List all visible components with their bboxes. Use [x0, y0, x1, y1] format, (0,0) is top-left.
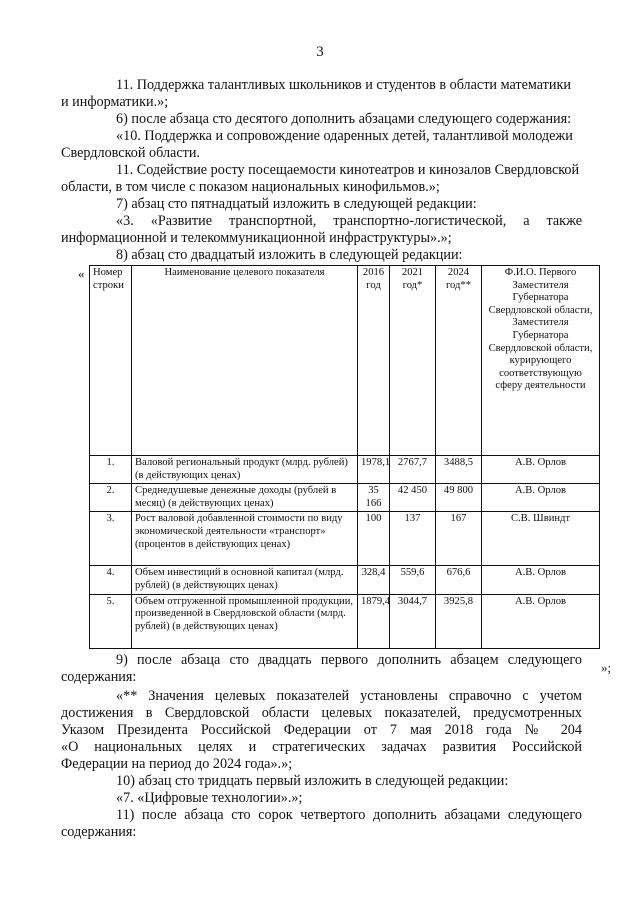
row-number: 4.: [90, 566, 132, 594]
header-2021: 2021 год*: [390, 266, 436, 456]
text-line: «10. Поддержка и сопровождение одаренных детей, талантливой молодежи: [116, 128, 573, 144]
value-2024: 3488,5: [436, 456, 482, 484]
value-2021: 42 450: [390, 484, 436, 512]
responsible-person: А.В. Орлов: [482, 456, 600, 484]
header-responsible-person: Ф.И.О. Первого Заместителя Губернатора Свердловской области, Заместителя Губернатора Свердловской области, курирующего соответствующую сферу деятельности: [482, 266, 600, 456]
table-row: [90, 456, 600, 484]
value-2016: 1978,1: [358, 456, 390, 484]
header-indicator-name: Наименование целевого показателя: [132, 266, 358, 456]
table-row: [90, 594, 600, 648]
text-line: «О национальных целях и стратегических задачах развития Российской: [61, 739, 582, 755]
indicators-table: [89, 265, 600, 649]
indicator-name: Объем отгруженной промышленной продукции, произведенной в Свердловской области (млрд. рублей) (в действующих ценах): [132, 594, 358, 648]
header-row-number: Номер строки: [90, 266, 132, 456]
value-2016: 100: [358, 512, 390, 566]
value-2016: 35 166: [358, 484, 390, 512]
value-2021: 559,6: [390, 566, 436, 594]
text-line: достижения в Свердловской области целевых показателей, предусмотренных: [61, 705, 582, 721]
value-2024: 3925,8: [436, 594, 482, 648]
value-2021: 3044,7: [390, 594, 436, 648]
table-row: [90, 512, 600, 566]
text-line: «3. «Развитие транспортной, транспортно-логистической, а также: [116, 213, 582, 229]
text-line: 9) после абзаца сто двадцать первого дополнить абзацем следующего: [116, 652, 582, 668]
indicator-name: Среднедушевые денежные доходы (рублей в месяц) (в действующих ценах): [132, 484, 358, 512]
value-2021: 2767,7: [390, 456, 436, 484]
text-line: и информатики.»;: [61, 94, 169, 110]
responsible-person: А.В. Орлов: [482, 484, 600, 512]
indicator-name: Объем инвестиций в основной капитал (млрд. рублей) (в действующих ценах): [132, 566, 358, 594]
text-line: области, в том числе с показом национальных кинофильмов.»;: [61, 179, 440, 195]
page-number: 3: [316, 44, 324, 60]
value-2016: 1879,4: [358, 594, 390, 648]
text-line: 7) абзац сто пятнадцатый изложить в следующей редакции:: [116, 196, 477, 212]
text-line: Указом Президента Российской Федерации от 7 мая 2018 года № 204: [61, 722, 582, 738]
text-line: Федерации на период до 2024 года».»;: [61, 756, 293, 772]
text-line: 8) абзац сто двадцатый изложить в следующей редакции:: [116, 247, 463, 263]
table-header-row: [90, 266, 600, 456]
text-line: 11) после абзаца сто сорок четвертого дополнить абзацами следующего: [116, 807, 582, 823]
text-line: содержания:: [61, 824, 137, 840]
text-line: 10) абзац сто тридцать первый изложить в следующей редакции:: [116, 773, 509, 789]
text-line: Свердловской области.: [61, 145, 200, 161]
text-line: «7. «Цифровые технологии».»;: [116, 790, 303, 806]
table-row: [90, 484, 600, 512]
indicator-name: Рост валовой добавленной стоимости по виду экономической деятельности «транспорт» (процентов в действующих ценах): [132, 512, 358, 566]
value-2024: 49 800: [436, 484, 482, 512]
text-line: 6) после абзаца сто десятого дополнить абзацами следующего содержания:: [116, 111, 572, 127]
value-2024: 676,6: [436, 566, 482, 594]
header-2016: 2016 год: [358, 266, 390, 456]
row-number: 1.: [90, 456, 132, 484]
text-line: «** Значения целевых показателей установлены справочно с учетом: [116, 688, 582, 704]
row-number: 5.: [90, 594, 132, 648]
text-line: содержания:: [61, 669, 137, 685]
text-line: 11. Поддержка талантливых школьников и студентов в области математики: [116, 77, 571, 93]
table-row: [90, 566, 600, 594]
row-number: 2.: [90, 484, 132, 512]
value-2016: 328,4: [358, 566, 390, 594]
header-2024: 2024 год**: [436, 266, 482, 456]
table-open-quote: «: [78, 266, 85, 281]
responsible-person: А.В. Орлов: [482, 594, 600, 648]
text-line: 11. Содействие росту посещаемости кинотеатров и кинозалов Свердловской: [116, 162, 580, 178]
value-2024: 167: [436, 512, 482, 566]
table-close-quote: »;: [601, 660, 612, 675]
value-2021: 137: [390, 512, 436, 566]
responsible-person: А.В. Орлов: [482, 566, 600, 594]
row-number: 3.: [90, 512, 132, 566]
indicator-name: Валовой региональный продукт (млрд. рублей) (в действующих ценах): [132, 456, 358, 484]
text-line: информационной и телекоммуникационной инфраструктуры».»;: [61, 230, 452, 246]
responsible-person: С.В. Швиндт: [482, 512, 600, 566]
